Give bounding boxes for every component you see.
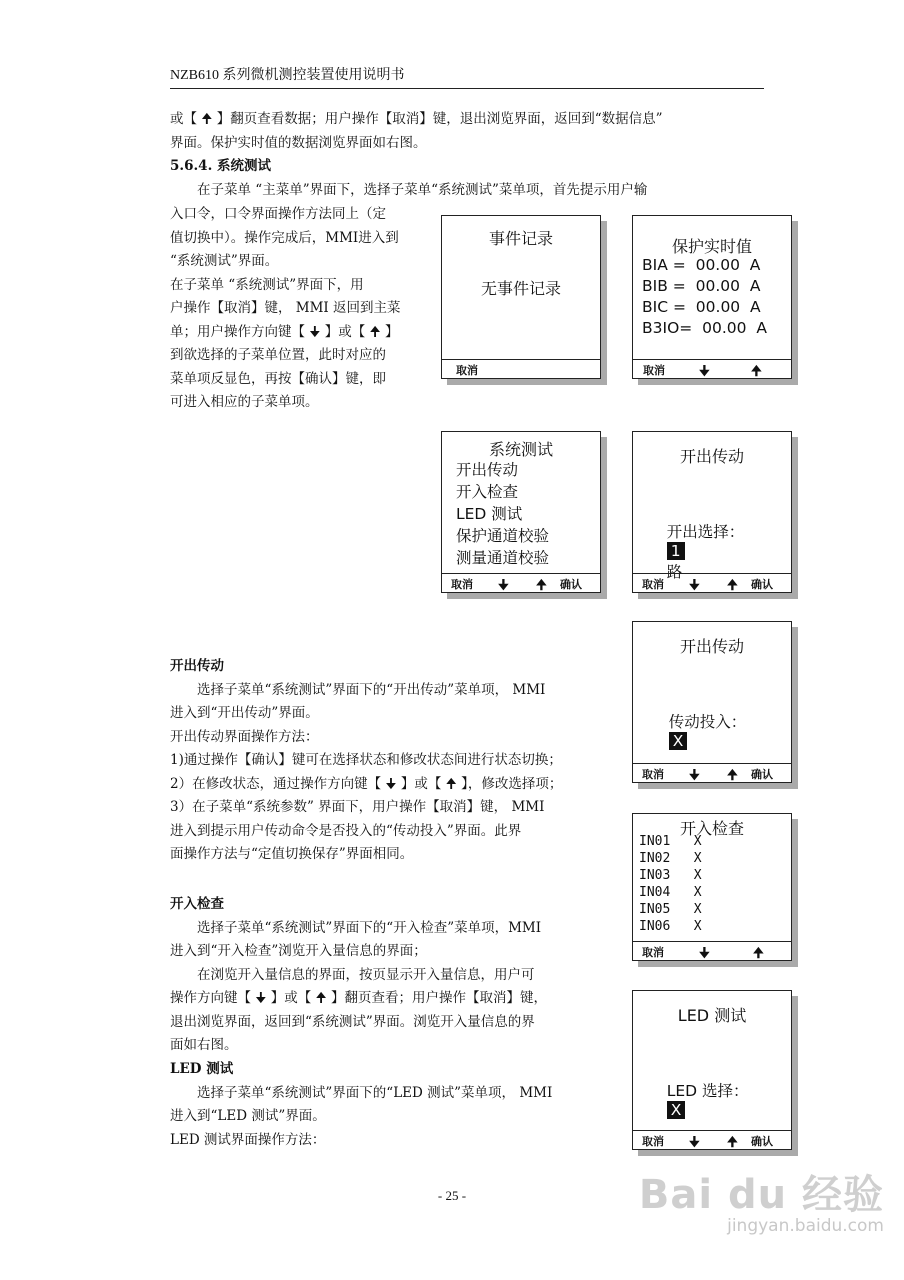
text-line: 在浏览开入量信息的界面，按页显示开入量信息，用户可: [197, 966, 535, 983]
lcd-softkey-bar: [633, 941, 791, 960]
input-row: IN01 X: [639, 834, 702, 849]
lcd-title: 保护实时值: [671, 237, 752, 256]
input-row: IN05 X: [639, 902, 702, 917]
text-line: 选择子菜单“系统测试”界面下的“开入检查”菜单项，MMI: [197, 919, 542, 936]
lcd-title: 开出传动: [679, 447, 744, 466]
page-number: - 25 -: [437, 1188, 467, 1203]
led-select-value[interactable]: X: [667, 1101, 686, 1119]
text-line: 界面。保护实时值的数据浏览界面如右图。: [170, 134, 427, 151]
cancel-key[interactable]: 取消: [642, 768, 664, 781]
text-line: 在子菜单 “主菜单”界面下，选择子菜单“系统测试”菜单项，首先提示用户输: [197, 181, 648, 198]
value-row: BIC = 00.00 A: [642, 298, 761, 316]
page-header: NZB610 系列微机测控装置使用说明书: [170, 64, 764, 89]
watermark-url: jingyan.baidu.com: [727, 1216, 884, 1236]
baidu-watermark: [639, 1163, 884, 1236]
down-arrow-icon[interactable]: 🠋: [699, 364, 710, 379]
text-line: 面如右图。: [170, 1037, 238, 1053]
lcd-softkey-bar: [633, 763, 791, 782]
up-arrow-icon[interactable]: 🠉: [727, 768, 738, 783]
input-row: IN02 X: [639, 851, 702, 866]
confirm-key[interactable]: 确认: [751, 1135, 773, 1148]
down-arrow-icon[interactable]: 🠋: [498, 578, 509, 593]
cancel-key[interactable]: 取消: [642, 578, 664, 591]
unit-label: 路: [666, 563, 683, 581]
lcd-input-check: [632, 813, 792, 961]
lcd-event-record: [441, 215, 601, 379]
field-label: 开出选择：: [666, 523, 745, 541]
lcd-title: 事件记录: [488, 229, 553, 248]
text-line: 选择子菜单“系统测试”界面下的“LED 测试”菜单项， MMI: [197, 1084, 553, 1101]
cancel-key[interactable]: 取消: [642, 946, 664, 959]
lcd-system-test-menu: [441, 431, 601, 593]
lcd-title: LED 测试: [677, 1006, 747, 1025]
down-arrow-icon[interactable]: 🠋: [689, 1135, 700, 1150]
drive-enable-value[interactable]: X: [669, 732, 688, 750]
top-text: [170, 108, 663, 202]
up-arrow-icon[interactable]: 🠉: [727, 1135, 738, 1150]
lcd-softkey-bar: [633, 359, 791, 378]
text-line: 退出浏览界面，返回到“系统测试”界面。浏览开入量信息的界: [170, 1013, 535, 1030]
cancel-key[interactable]: 取消: [642, 1135, 664, 1148]
text-line: 1)通过操作【确认】键可在选择状态和修改状态间进行状态切换；: [170, 752, 562, 768]
led-section: [170, 1058, 552, 1152]
menu-item[interactable]: 测量通道校验: [456, 549, 550, 567]
menu-item[interactable]: 保护通道校验: [456, 527, 550, 545]
value-row: BIA = 00.00 A: [642, 256, 761, 274]
text-line: 进入到“LED 测试”界面。: [170, 1108, 326, 1124]
input-row: IN04 X: [639, 885, 702, 900]
text-line: 3）在子菜单“系统参数” 界面下，用户操作【取消】键， MMI: [170, 799, 545, 815]
lcd-softkey-bar: [633, 573, 791, 592]
menu-item[interactable]: 开出传动: [456, 461, 519, 479]
lcd-output-drive-select: [632, 431, 792, 593]
lcd-realtime-values: [632, 215, 792, 379]
input-row: IN06 X: [639, 919, 702, 934]
text-line: 进入到“开入检查”浏览开入量信息的界面；: [170, 943, 427, 959]
left-column-text: [170, 203, 401, 415]
text-line: 面操作方法与“定值切换保存”界面相同。: [170, 846, 414, 862]
down-arrow-icon[interactable]: 🠋: [699, 946, 710, 961]
led-select-row: [647, 1061, 749, 1137]
text-line: 值切换中）。操作完成后，MMI进入到: [170, 229, 399, 246]
field-label: LED 选择：: [666, 1082, 749, 1100]
lcd-title: 系统测试: [488, 440, 553, 459]
cancel-key[interactable]: 取消: [451, 578, 473, 591]
lcd-title: 开入检查: [679, 819, 744, 838]
value-row: BIB = 00.00 A: [642, 277, 761, 295]
menu-item[interactable]: LED 测试: [456, 505, 523, 523]
text-line: “系统测试”界面。: [170, 253, 279, 269]
menu-item[interactable]: 开入检查: [456, 483, 519, 501]
section-heading: 开出传动: [170, 658, 224, 674]
confirm-key[interactable]: 确认: [751, 768, 773, 781]
lcd-softkey-bar: [442, 359, 600, 378]
section-heading: 5.6.4. 系统测试: [170, 158, 271, 174]
lcd-softkey-bar: [633, 1130, 791, 1149]
text-line: 单；用户操作方向键【 🠋 】或【 🠉 】: [170, 323, 399, 340]
text-line: 开出传动界面操作方法：: [170, 728, 319, 745]
field-label: 传动投入：: [668, 713, 747, 731]
section-heading: 开入检查: [170, 896, 224, 912]
kairu-section: [170, 893, 547, 1058]
up-arrow-icon[interactable]: 🠉: [536, 578, 547, 593]
up-arrow-icon[interactable]: 🠉: [751, 364, 762, 379]
lcd-message: 无事件记录: [480, 279, 561, 298]
value-row: B3IO= 00.00 A: [642, 319, 767, 337]
text-line: 在子菜单 “系统测试”界面下，用: [170, 276, 364, 293]
drive-enable-row: [649, 692, 746, 768]
up-arrow-icon[interactable]: 🠉: [727, 578, 738, 593]
text-line: 户操作【取消】键， MMI 返回到主菜: [170, 300, 401, 316]
text-line: 或【 🠉 】翻页查看数据；用户操作【取消】键，退出浏览界面，返回到“数据信息”: [170, 111, 663, 127]
up-arrow-icon[interactable]: 🠉: [753, 946, 764, 961]
text-line: 到欲选择的子菜单位置，此时对应的: [170, 347, 386, 363]
confirm-key[interactable]: 确认: [560, 578, 582, 591]
lcd-title: 开出传动: [679, 637, 744, 656]
input-row: IN03 X: [639, 868, 702, 883]
text-line: 入口令，口令界面操作方法同上（定: [170, 206, 386, 222]
kaichu-section: [170, 655, 562, 867]
down-arrow-icon[interactable]: 🠋: [689, 578, 700, 593]
down-arrow-icon[interactable]: 🠋: [689, 768, 700, 783]
text-line: 可进入相应的子菜单项。: [170, 394, 319, 410]
text-line: 菜单项反显色，再按【确认】键，即: [170, 370, 386, 387]
text-line: 选择子菜单“系统测试”界面下的“开出传动”菜单项， MMI: [197, 681, 546, 698]
section-heading: LED 测试: [170, 1061, 234, 1077]
text-line: 进入到“开出传动”界面。: [170, 705, 319, 721]
output-select-value[interactable]: 1: [667, 542, 685, 560]
watermark-logo: Bai du 经验: [638, 1172, 884, 1218]
lcd-led-test: [632, 990, 792, 1150]
cancel-key[interactable]: 取消: [643, 364, 665, 377]
text-line: LED 测试界面操作方法：: [170, 1131, 326, 1148]
lcd-output-drive-enable: [632, 621, 792, 783]
cancel-key[interactable]: 取消: [456, 364, 478, 377]
text-line: 2）在修改状态，通过操作方向键【 🠋 】或【 🠉 】，修改选择项；: [170, 775, 563, 792]
confirm-key[interactable]: 确认: [751, 578, 773, 591]
text-line: 进入到提示用户传动命令是否投入的“传动投入”界面。此界: [170, 822, 522, 839]
lcd-softkey-bar: [442, 573, 600, 592]
text-line: 操作方向键【 🠋 】或【 🠉 】翻页查看；用户操作【取消】键，: [170, 990, 548, 1006]
